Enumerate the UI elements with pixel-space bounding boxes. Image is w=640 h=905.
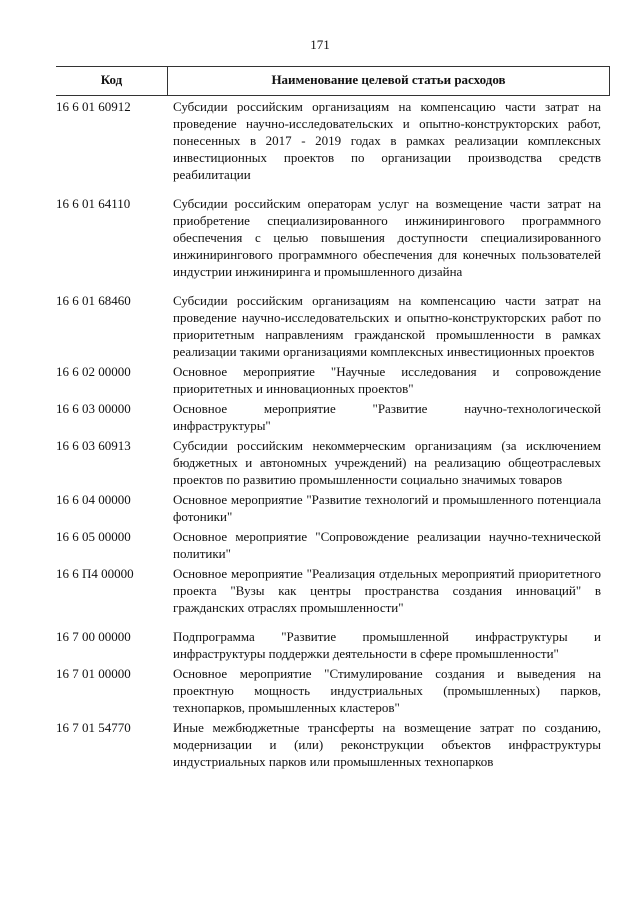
row-code: 16 6 03 60913 — [56, 438, 131, 453]
row-description: Подпрограмма "Развитие промышленной инфраструктуры и инфраструктуры поддержки деятельности в сфере промышленности" — [173, 629, 601, 661]
table-row — [56, 719, 610, 770]
row-description: Основное мероприятие "Научные исследования и сопровождение приоритетных и инновационных проектов" — [173, 364, 601, 396]
row-code: 16 7 01 00000 — [56, 666, 131, 681]
table-row — [56, 98, 610, 183]
column-header-code: Код — [100, 72, 123, 87]
row-description: Иные межбюджетные трансферты на возмещение затрат по созданию, модернизации и (или) реконструкции объектов инфраструктуры индустриальных парков или промышленных технопарков — [173, 720, 601, 769]
row-code: 16 6 05 00000 — [56, 529, 131, 544]
table-row — [56, 195, 610, 280]
row-description: Основное мероприятие "Развитие научно-технологической инфраструктуры" — [173, 401, 601, 433]
page-number: 171 — [310, 37, 330, 52]
row-description: Основное мероприятие "Реализация отдельных мероприятий приоритетного проекта "Вузы как центры пространства создания инноваций" в гражданских отраслях промышленности" — [173, 566, 601, 615]
row-code: 16 7 00 00000 — [56, 629, 131, 644]
row-description: Субсидии российским операторам услуг на возмещение части затрат на приобретение специализированного инжинирингового программного обеспечения с целью повышения доступности специализированного инжинирингового программного обеспечения для конечных пользователей индустрии инжиниринга и промышленного дизайна — [173, 196, 601, 279]
table-header — [56, 66, 610, 96]
table-row — [56, 491, 610, 525]
row-description: Субсидии российским организациям на компенсацию части затрат на проведение научно-исследовательских и опытно-конструкторских работ, понесенных в 2017 - 2019 годах в рамках реализации комплексных инвестиционных проектов по организации производства средств реабилитации — [173, 99, 601, 182]
row-code: 16 6 04 00000 — [56, 492, 131, 507]
row-code: 16 6 03 00000 — [56, 401, 131, 416]
row-description: Основное мероприятие "Стимулирование создания и выведения на проектную мощность индустриальных (промышленных) парков, технопарков, промышленных кластеров" — [173, 666, 601, 715]
table-row — [56, 400, 610, 434]
table-body — [56, 98, 610, 770]
row-code: 16 6 П4 00000 — [56, 566, 134, 581]
row-code: 16 7 01 54770 — [56, 720, 131, 735]
table-row — [56, 292, 610, 360]
row-description: Основное мероприятие "Развитие технологий и промышленного потенциала фотоники" — [173, 492, 601, 524]
row-description: Субсидии российским организациям на компенсацию части затрат на проведение научно-исследовательских и опытно-конструкторских работ по приоритетным направлениям гражданской промышленности в рамках реализации такими организациями комплексных инвестиционных проектов — [173, 293, 601, 359]
table-row — [56, 565, 610, 616]
table-row — [56, 528, 610, 562]
row-code: 16 6 02 00000 — [56, 364, 131, 379]
row-code: 16 6 01 60912 — [56, 99, 131, 114]
row-description: Основное мероприятие "Сопровождение реализации научно-технической политики" — [173, 529, 601, 561]
table-row — [56, 628, 610, 662]
column-header-name: Наименование целевой статьи расходов — [167, 67, 610, 95]
row-code: 16 6 01 64110 — [56, 196, 131, 211]
table-row — [56, 363, 610, 397]
row-description: Субсидии российским некоммерческим организациям (за исключением бюджетных и автономных учреждений) на реализацию общеотраслевых проектов по развитию промышленности социально значимых товаров — [173, 438, 601, 487]
table-row — [56, 437, 610, 488]
row-code: 16 6 01 68460 — [56, 293, 131, 308]
table-row — [56, 665, 610, 716]
